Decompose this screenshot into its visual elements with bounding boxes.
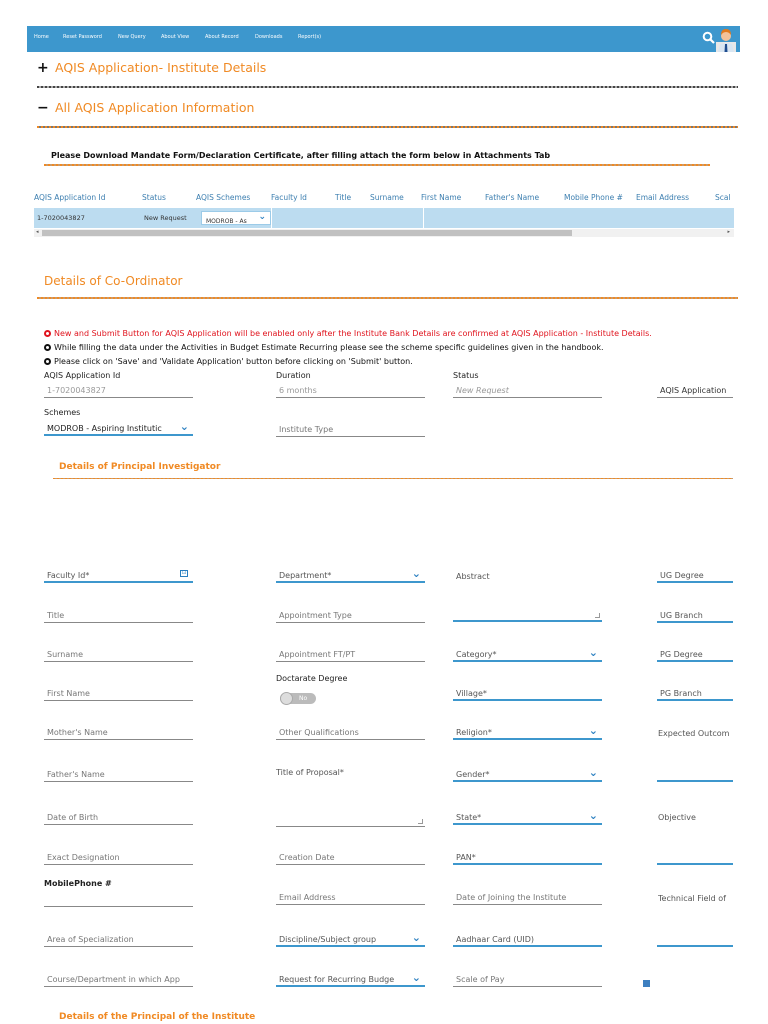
- horizontal-scrollbar[interactable]: [34, 229, 734, 237]
- first-name-field[interactable]: First Name: [44, 685, 193, 701]
- table-header: [34, 193, 734, 207]
- technical-field-label: Technical Field of: [658, 894, 726, 903]
- cell-divider: [423, 208, 424, 228]
- info-bullet-icon: [44, 330, 51, 337]
- nav-home[interactable]: Home: [34, 34, 49, 40]
- abstract-label: Abstract: [456, 572, 490, 581]
- cell-status: New Request: [144, 214, 187, 222]
- appointment-type-field[interactable]: Appointment Type: [276, 607, 425, 623]
- divider: [37, 297, 738, 299]
- aqis-application-label: AQIS Application: [660, 386, 727, 395]
- objective-textarea[interactable]: [657, 849, 733, 865]
- app-id-field[interactable]: 1-7020043827: [44, 382, 193, 398]
- col-father-name[interactable]: Father's Name: [485, 193, 540, 202]
- col-first-name[interactable]: First Name: [421, 193, 462, 202]
- accordion-label: AQIS Application- Institute Details: [55, 60, 267, 75]
- chevron-down-icon: ⌄: [411, 971, 421, 984]
- col-faculty-id[interactable]: Faculty Id: [271, 193, 307, 202]
- pg-degree-field[interactable]: PG Degree: [657, 646, 733, 662]
- department-select[interactable]: Department* ⌄: [276, 567, 425, 583]
- divider: [37, 126, 738, 128]
- abstract-textarea[interactable]: [453, 604, 602, 622]
- scale-of-pay-field[interactable]: Scale of Pay: [453, 971, 602, 987]
- col-email[interactable]: Email Address: [636, 193, 690, 202]
- expected-outcome-label: Expected Outcom: [658, 729, 730, 738]
- nav-downloads[interactable]: Downloads: [255, 34, 283, 40]
- expected-outcome-textarea[interactable]: [657, 766, 733, 782]
- chevron-down-icon: ⌄: [411, 931, 421, 944]
- technical-field-textarea[interactable]: [657, 931, 733, 947]
- nav-reset-password[interactable]: Reset Password: [63, 34, 102, 40]
- scrollbar-thumb[interactable]: [42, 230, 572, 236]
- section-title-principal: Details of the Principal of the Institute: [59, 1012, 256, 1022]
- divider: [44, 164, 710, 166]
- designation-field[interactable]: Exact Designation: [44, 849, 193, 865]
- other-qualifications-field[interactable]: Other Qualifications: [276, 724, 425, 740]
- message-info: While filling the data under the Activities in Budget Estimate Recurring please see the scheme specific guidelines given in the handbook.: [44, 343, 604, 352]
- pg-branch-field[interactable]: PG Branch: [657, 685, 733, 701]
- status-field[interactable]: New Request: [453, 382, 602, 398]
- father-name-field[interactable]: Father's Name: [44, 766, 193, 782]
- resize-handle-icon[interactable]: [595, 613, 600, 618]
- calendar-icon[interactable]: [643, 980, 650, 987]
- specialization-field[interactable]: Area of Specialization: [44, 931, 193, 947]
- message-info: Please click on 'Save' and 'Validate Application' button before clicking on 'Submit' button.: [44, 357, 413, 366]
- schemes-label: Schemes: [44, 408, 81, 417]
- gender-select[interactable]: Gender* ⌄: [453, 766, 602, 782]
- faculty-id-field[interactable]: Faculty Id* ⊡: [44, 567, 193, 583]
- resize-handle-icon[interactable]: [418, 819, 423, 824]
- col-status[interactable]: Status: [142, 193, 166, 202]
- col-app-id[interactable]: AQIS Application Id: [34, 193, 106, 202]
- mobile-label: MobilePhone #: [44, 879, 112, 888]
- aqis-application-field[interactable]: [657, 382, 733, 398]
- appointment-ftpt-field[interactable]: Appointment FT/PT: [276, 646, 425, 662]
- chevron-down-icon: ⌄: [588, 766, 598, 779]
- cell-app-id: 1-7020043827: [37, 214, 85, 222]
- category-select[interactable]: Category* ⌄: [453, 646, 602, 662]
- nav-about-record[interactable]: About Record: [205, 34, 239, 40]
- email-field[interactable]: Email Address: [276, 889, 425, 905]
- discipline-select[interactable]: Discipline/Subject group ⌄: [276, 931, 425, 947]
- title-proposal-textarea[interactable]: [276, 811, 425, 827]
- scheme-select[interactable]: MODROB - As ⌄: [201, 211, 271, 225]
- religion-select[interactable]: Religion* ⌄: [453, 724, 602, 740]
- section-title-pi: Details of Principal Investigator: [59, 462, 221, 472]
- chevron-down-icon: ⌄: [588, 646, 598, 659]
- doctarate-toggle[interactable]: No: [280, 693, 316, 704]
- objective-label: Objective: [658, 813, 696, 822]
- lookup-icon[interactable]: ⊡: [181, 570, 187, 576]
- col-surname[interactable]: Surname: [370, 193, 404, 202]
- aadhaar-field[interactable]: Aadhaar Card (UID): [453, 931, 602, 947]
- divider: [53, 478, 733, 479]
- mobile-field[interactable]: [44, 891, 193, 907]
- col-schemes[interactable]: AQIS Schemes: [196, 193, 251, 202]
- village-field[interactable]: Village*: [453, 685, 602, 701]
- search-icon[interactable]: [702, 31, 716, 45]
- joining-date-field[interactable]: Date of Joining the Institute: [453, 889, 602, 905]
- pan-field[interactable]: PAN*: [453, 849, 602, 865]
- divider: [37, 86, 738, 88]
- avatar[interactable]: [716, 26, 736, 52]
- chevron-down-icon: ⌄: [588, 809, 598, 822]
- cell-divider: [271, 208, 272, 228]
- toggle-knob: [280, 692, 293, 705]
- message-error: New and Submit Button for AQIS Application will be enabled only after the Institute Bank Details are confirmed at AQIS Application - Institute Details.: [44, 329, 652, 338]
- chevron-down-icon: ⌄: [258, 212, 266, 222]
- nav-new-query[interactable]: New Query: [118, 34, 146, 40]
- ug-branch-field[interactable]: UG Branch: [657, 607, 733, 623]
- nav-reports[interactable]: Report(s): [298, 34, 322, 40]
- section-title-coordinator: Details of Co-Ordinator: [44, 274, 183, 288]
- chevron-down-icon: ⌄: [411, 567, 421, 580]
- course-department-field[interactable]: Course/Department in which App: [44, 971, 193, 987]
- dob-field[interactable]: Date of Birth: [44, 809, 193, 825]
- accordion-all-info[interactable]: [37, 100, 254, 116]
- nav-about-view[interactable]: About View: [161, 34, 190, 40]
- chevron-down-icon: ⌄: [179, 420, 189, 433]
- download-notice: Please Download Mandate Form/Declaration Certificate, after filling attach the form below in Attachments Tab: [51, 151, 551, 160]
- creation-date-field[interactable]: Creation Date: [276, 849, 425, 865]
- doctarate-label: Doctarate Degree: [276, 674, 348, 683]
- scroll-right-icon[interactable]: ▸: [727, 229, 730, 235]
- ug-degree-field[interactable]: UG Degree: [657, 567, 733, 583]
- duration-label: Duration: [276, 371, 311, 380]
- col-scale[interactable]: Scal: [715, 193, 731, 202]
- accordion-institute-details[interactable]: [37, 60, 266, 76]
- duration-field[interactable]: 6 months: [276, 382, 425, 398]
- expand-icon: +: [37, 60, 49, 76]
- surname-field[interactable]: Surname: [44, 646, 193, 662]
- recurring-budget-select[interactable]: Request for Recurring Budge ⌄: [276, 971, 425, 987]
- info-bullet-icon: [44, 358, 51, 365]
- table-row[interactable]: [34, 208, 734, 228]
- title-field[interactable]: Title: [44, 607, 193, 623]
- accordion-label: All AQIS Application Information: [55, 100, 255, 115]
- status-label: Status: [453, 371, 479, 380]
- schemes-select[interactable]: MODROB - Aspiring Institutic ⌄: [44, 420, 193, 436]
- mother-name-field[interactable]: Mother's Name: [44, 724, 193, 740]
- title-proposal-label: Title of Proposal*: [276, 768, 344, 777]
- app-id-label: AQIS Application Id: [44, 371, 121, 380]
- chevron-down-icon: ⌄: [588, 724, 598, 737]
- col-mobile[interactable]: Mobile Phone #: [564, 193, 623, 202]
- col-title[interactable]: Title: [335, 193, 352, 202]
- info-bullet-icon: [44, 344, 51, 351]
- top-nav: [27, 26, 740, 52]
- state-select[interactable]: State* ⌄: [453, 809, 602, 825]
- collapse-icon: −: [37, 100, 49, 116]
- institute-type-field[interactable]: Institute Type: [276, 421, 425, 437]
- scroll-left-icon[interactable]: ◂: [36, 229, 39, 235]
